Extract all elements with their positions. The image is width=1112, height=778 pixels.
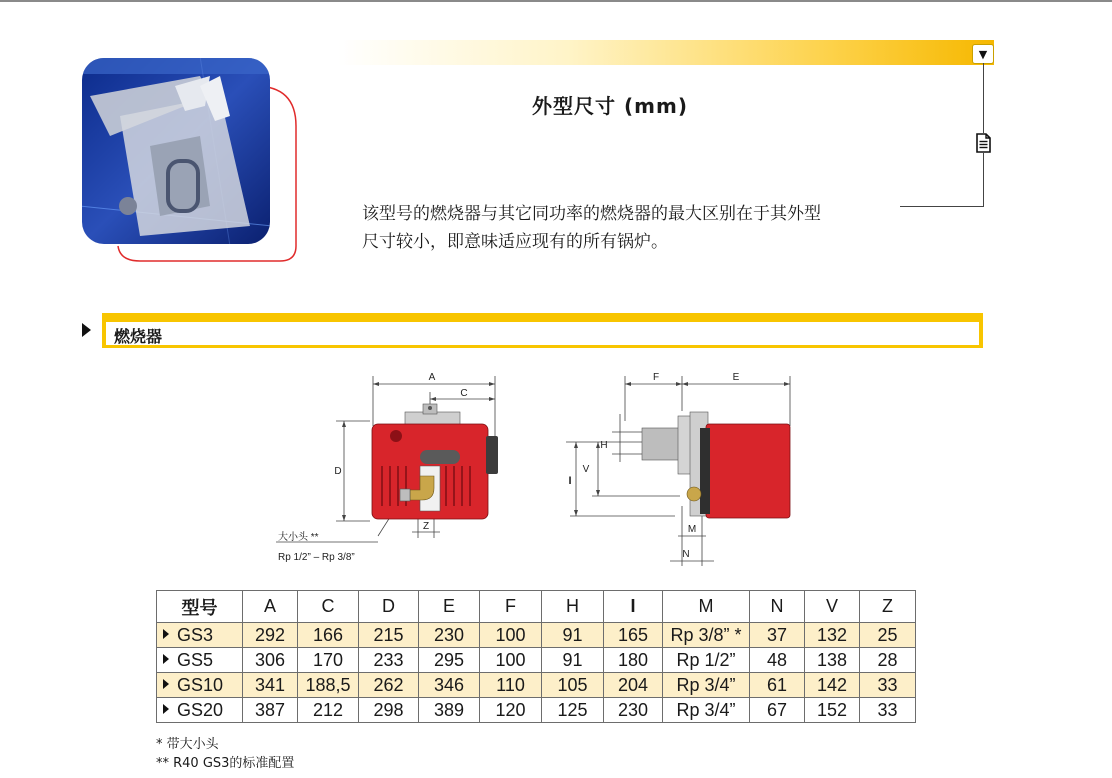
burner-dimension-drawing	[270, 366, 830, 576]
section-bar-inner	[106, 322, 979, 345]
table-cell: 298	[359, 698, 419, 723]
table-cell: 105	[542, 673, 604, 698]
table-cell: 33	[860, 698, 916, 723]
section-label: 燃烧器	[114, 327, 163, 346]
table-cell: 100	[480, 648, 542, 673]
triangle-right-icon	[163, 654, 169, 664]
table-cell: 341	[243, 673, 298, 698]
model-name: GS5	[177, 649, 214, 670]
table-cell: Rp 1/2”	[663, 648, 750, 673]
table-cell: 120	[480, 698, 542, 723]
table-cell: 67	[750, 698, 805, 723]
dim-label-i: I	[568, 475, 572, 487]
table-cell: 292	[243, 623, 298, 648]
table-cell: 100	[480, 623, 542, 648]
dim-label-c: C	[460, 388, 468, 399]
model-cell	[157, 648, 243, 673]
table-cell: 125	[542, 698, 604, 723]
model-cell	[157, 623, 243, 648]
footnote-2: ** R40 GS3的标准配置	[156, 756, 295, 771]
model-name: GS20	[177, 699, 224, 720]
table-cell: 180	[604, 648, 663, 673]
table-cell: 215	[359, 623, 419, 648]
table-row	[157, 673, 916, 698]
triangle-right-icon	[163, 679, 169, 689]
dim-label-f: F	[652, 372, 660, 383]
column-header: M	[663, 591, 750, 623]
table-cell: 233	[359, 648, 419, 673]
column-header: H	[542, 591, 604, 623]
column-header: C	[298, 591, 359, 623]
column-header: D	[359, 591, 419, 623]
table-cell: 306	[243, 648, 298, 673]
title-banner	[338, 40, 994, 65]
table-cell: 138	[805, 648, 860, 673]
dimension-table	[156, 590, 916, 723]
column-header: E	[419, 591, 480, 623]
table-cell: 61	[750, 673, 805, 698]
table-cell: 230	[604, 698, 663, 723]
table-cell: 142	[805, 673, 860, 698]
table-row	[157, 648, 916, 673]
description	[362, 200, 902, 256]
table-cell: 152	[805, 698, 860, 723]
column-header: V	[805, 591, 860, 623]
column-header: A	[243, 591, 298, 623]
dim-label-d: D	[334, 466, 342, 477]
dim-label-z: Z	[422, 521, 430, 532]
model-cell	[157, 698, 243, 723]
table-cell: 212	[298, 698, 359, 723]
table-cell: 91	[542, 623, 604, 648]
table-cell: 25	[860, 623, 916, 648]
dim-label-v: V	[582, 464, 590, 475]
model-cell	[157, 673, 243, 698]
table-cell: 33	[860, 673, 916, 698]
description-line-1: 该型号的燃烧器与其它同功率的燃烧器的最大区别在于其外型	[362, 204, 821, 224]
table-row	[157, 623, 916, 648]
table-cell: Rp 3/8” *	[663, 623, 750, 648]
description-line-2: 尺寸较小，即意味适应现有的所有锅炉。	[362, 232, 668, 252]
table-cell: 166	[298, 623, 359, 648]
column-header: 型号	[157, 591, 243, 623]
table-cell: 230	[419, 623, 480, 648]
table-cell: Rp 3/4”	[663, 698, 750, 723]
table-cell: 170	[298, 648, 359, 673]
table-cell: 346	[419, 673, 480, 698]
table-cell: 37	[750, 623, 805, 648]
table-cell: Rp 3/4”	[663, 673, 750, 698]
dim-label-e: E	[732, 372, 740, 383]
table-cell: 262	[359, 673, 419, 698]
column-header: F	[480, 591, 542, 623]
dim-label-a: A	[428, 372, 436, 383]
table-header-row	[157, 591, 916, 623]
dim-label-n: N	[682, 549, 690, 560]
model-name: GS3	[177, 624, 214, 645]
caliper-photo	[80, 56, 300, 264]
column-header: Z	[860, 591, 916, 623]
table-cell: 389	[419, 698, 480, 723]
top-divider	[0, 0, 1112, 2]
table-cell: 204	[604, 673, 663, 698]
reducer-label: 大小头 **	[278, 532, 319, 543]
table-cell: 295	[419, 648, 480, 673]
table-row	[157, 698, 916, 723]
dim-label-h: H	[600, 440, 608, 451]
table-cell: 91	[542, 648, 604, 673]
table-cell: 132	[805, 623, 860, 648]
table-cell: 165	[604, 623, 663, 648]
table-cell: 110	[480, 673, 542, 698]
page-title: 外型尺寸 (mm)	[532, 94, 688, 118]
triangle-right-icon	[82, 323, 91, 337]
table-cell: 28	[860, 648, 916, 673]
footnote-1: * 带大小头	[156, 737, 219, 752]
document-icon[interactable]	[974, 133, 993, 153]
dim-label-m: M	[687, 524, 697, 535]
column-header: I	[604, 591, 663, 623]
triangle-right-icon	[163, 704, 169, 714]
table-cell: 188,5	[298, 673, 359, 698]
table-cell: 48	[750, 648, 805, 673]
reducer-spec: Rp 1/2” – Rp 3/8”	[278, 552, 355, 563]
connector-line-horizontal	[900, 206, 984, 207]
table-cell: 387	[243, 698, 298, 723]
triangle-right-icon	[163, 629, 169, 639]
model-name: GS10	[177, 674, 224, 695]
column-header: N	[750, 591, 805, 623]
triangle-down-icon[interactable]: ▼	[972, 44, 994, 64]
